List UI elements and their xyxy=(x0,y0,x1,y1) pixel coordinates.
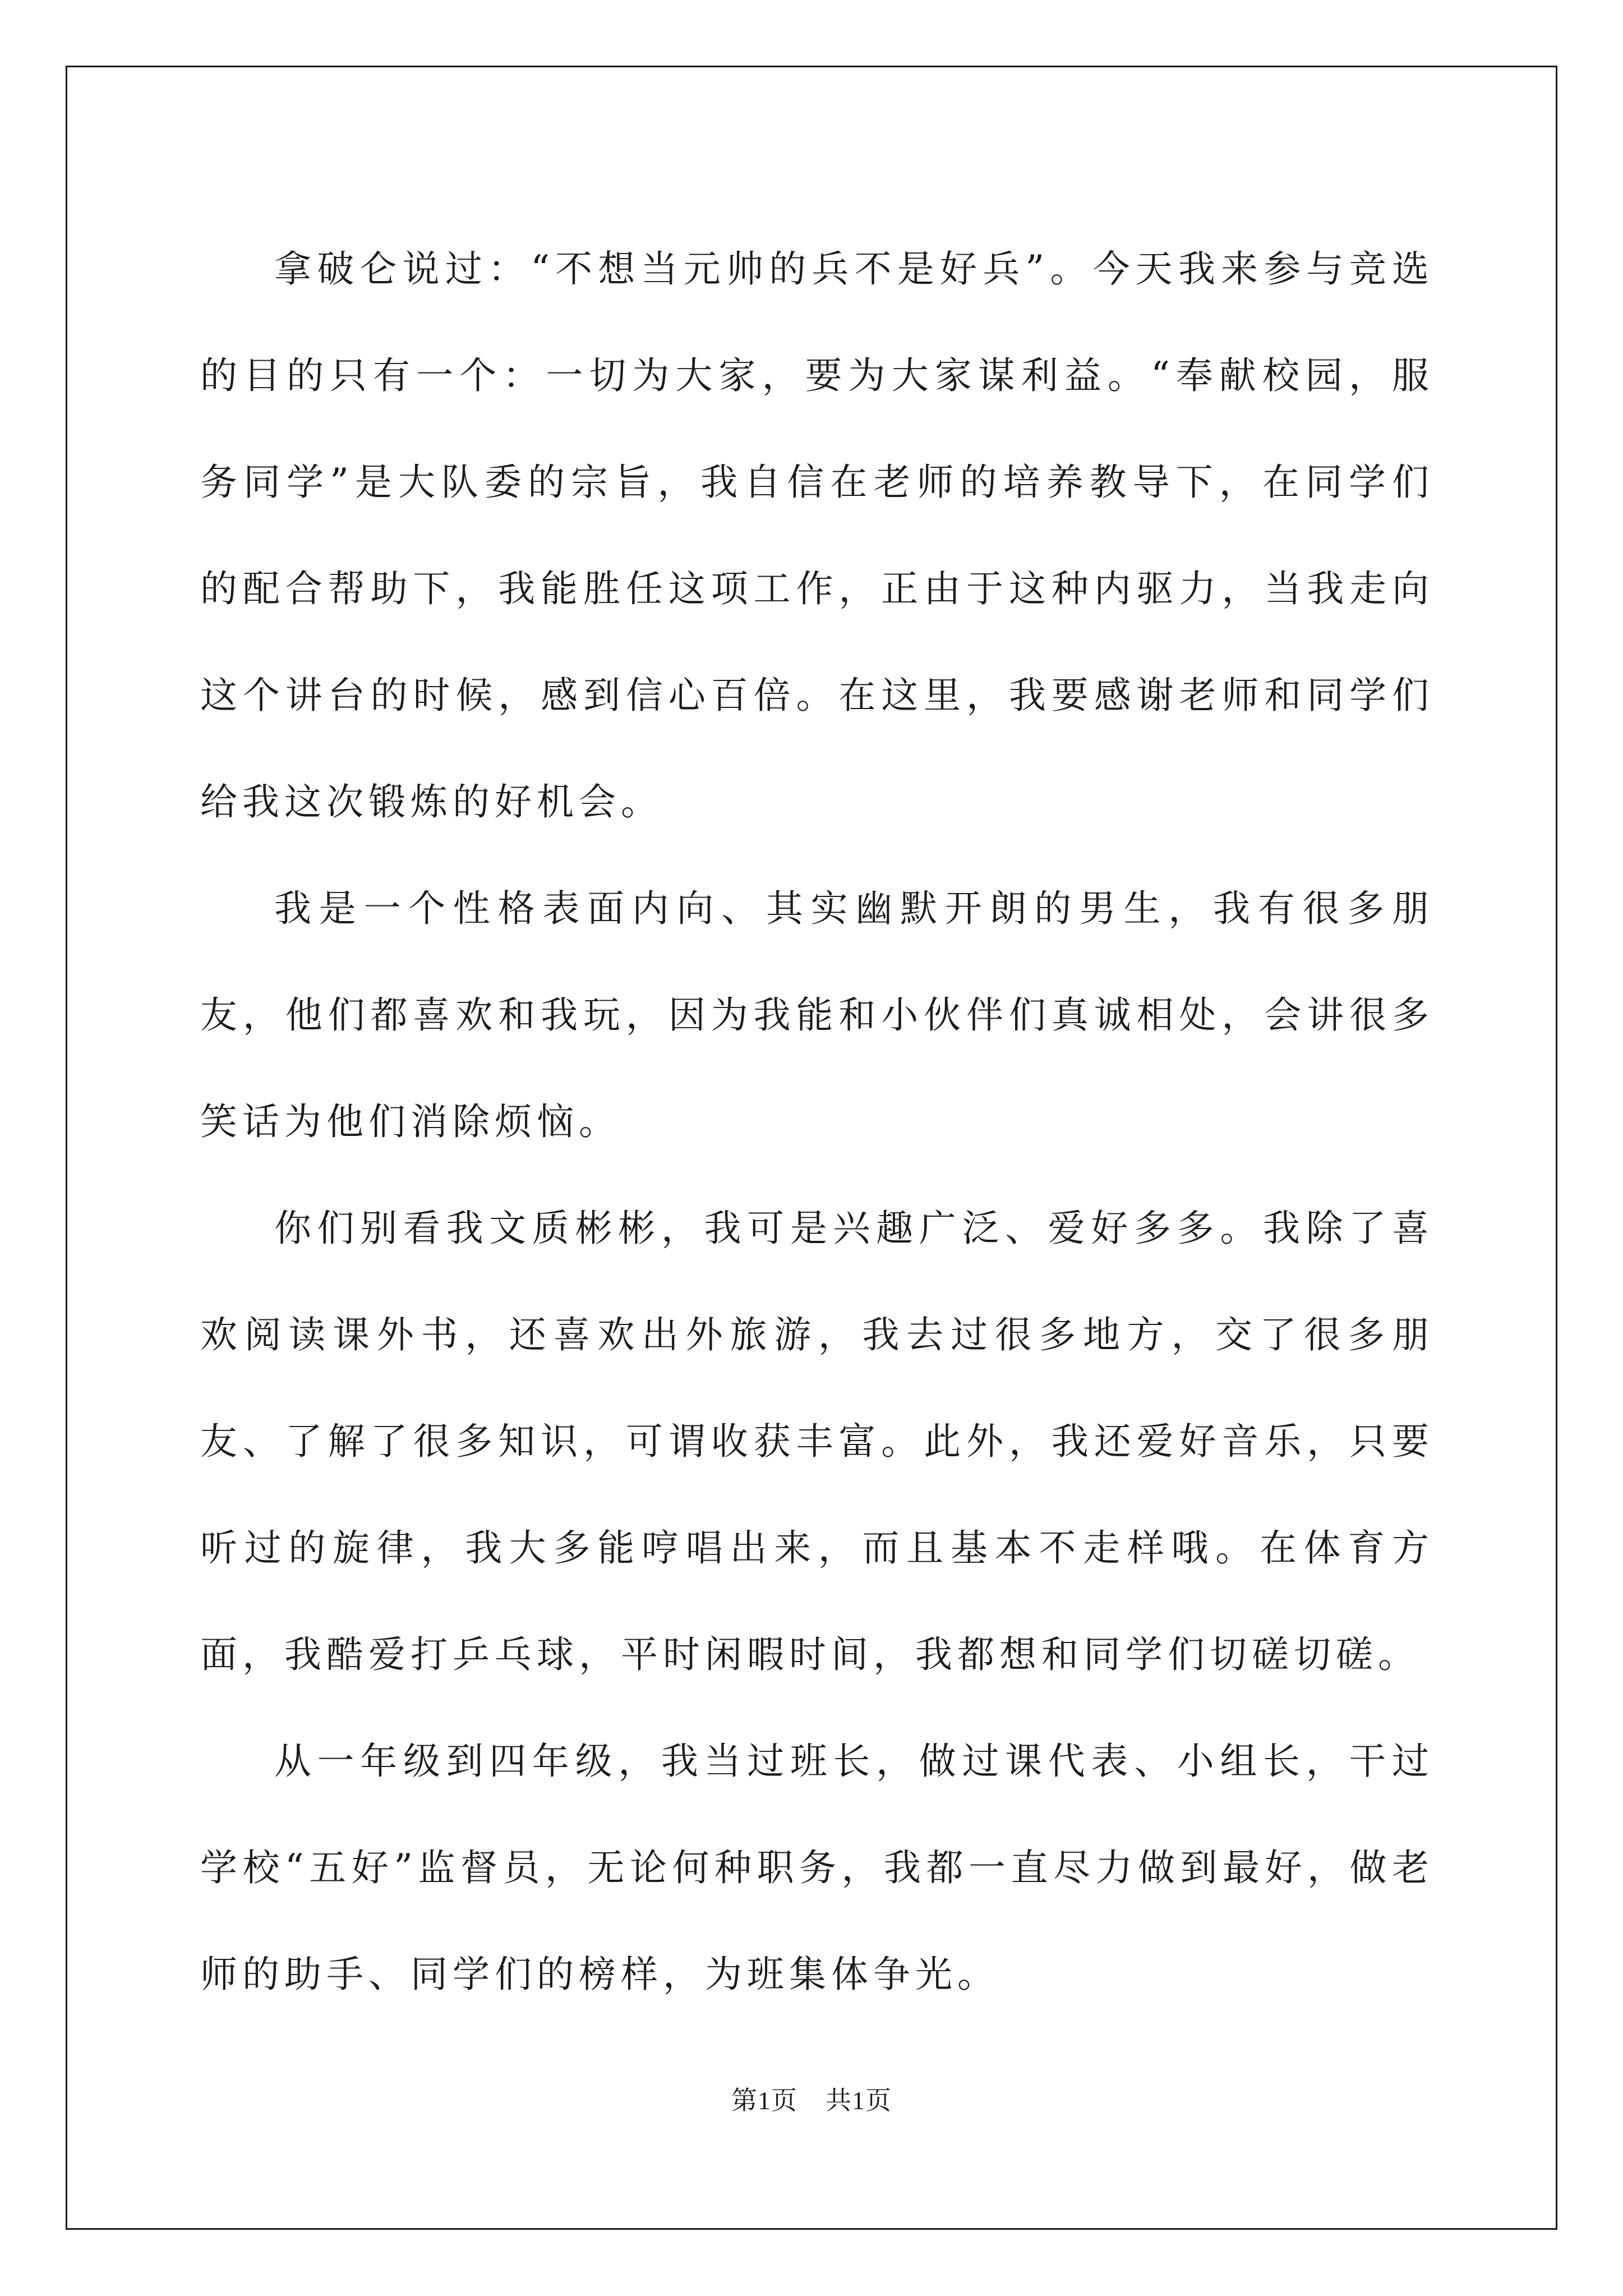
paragraph-2: 我是一个性格表面内向、其实幽默开朗的男生，我有很多朋友，他们都喜欢和我玩，因为我能和小伙伴们真诚相处，会讲很多笑话为他们消除烦恼。 xyxy=(200,887,1434,1143)
page-number-total: 共1页 xyxy=(826,2086,892,2115)
page-footer xyxy=(0,2080,1623,2117)
paragraph-3: 你们别看我文质彬彬，我可是兴趣广泛、爱好多多。我除了喜欢阅读课外书，还喜欢出外旅游，我去过很多地方，交了很多朋友、了解了很多知识，可谓收获丰富。此外，我还爱好音乐，只要听过的旋律，我大多能哼唱出来，而且基本不走样哦。在体育方面，我酷爱打乒乓球，平时闲暇时间，我都想和同学们切磋切磋。 xyxy=(200,1207,1434,1676)
paragraph-1: 拿破仑说过：“不想当元帅的兵不是好兵”。今天我来参与竞选的目的只有一个：一切为大家，要为大家谋利益。“奉献校园，服务同学”是大队委的宗旨，我自信在老师的培养教导下，在同学们的配合帮助下，我能胜任这项工作，正由于这种内驱力，当我走向这个讲台的时候，感到信心百倍。在这里，我要感谢老师和同学们给我这次锻炼的好机会。 xyxy=(200,247,1434,823)
paragraph-4: 从一年级到四年级，我当过班长，做过课代表、小组长，干过学校“五好”监督员，无论何种职务，我都一直尽力做到最好，做老师的助手、同学们的榜样，为班集体争光。 xyxy=(200,1740,1434,1996)
document-body xyxy=(200,216,1434,2028)
page-number-current: 第1页 xyxy=(731,2086,797,2115)
